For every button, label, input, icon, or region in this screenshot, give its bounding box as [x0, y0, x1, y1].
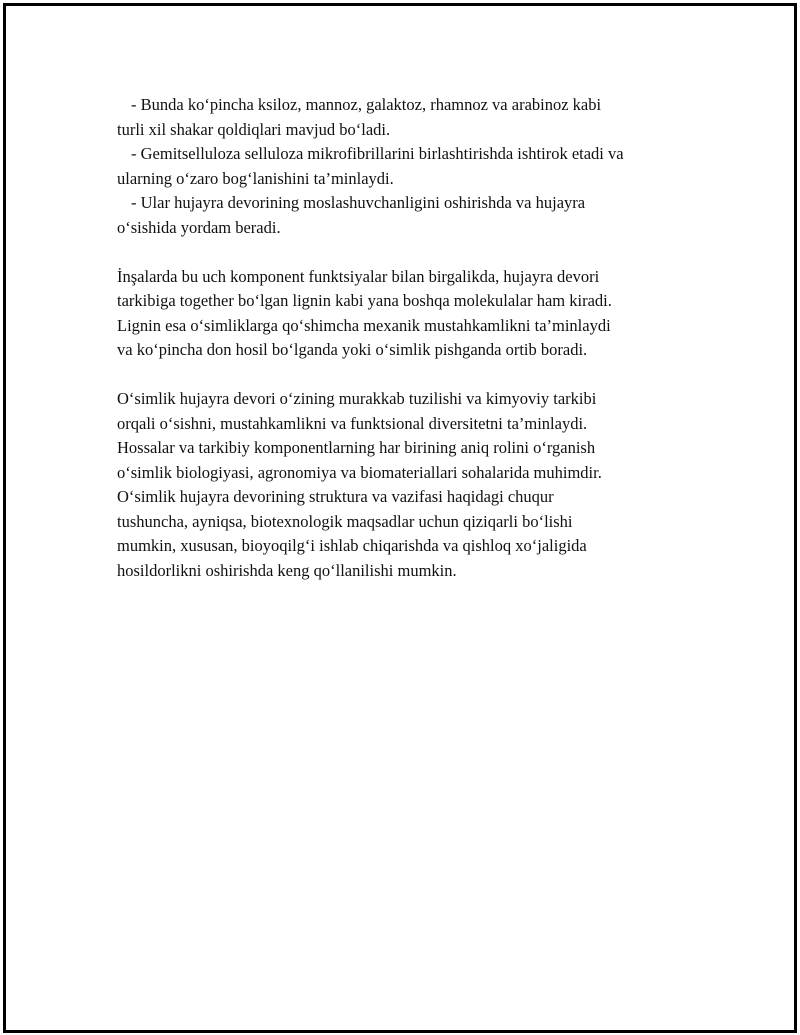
paragraph-line: o‘simlik biologiyasi, agronomiya va biomateriallari sohalarida muhimdir. — [117, 462, 602, 482]
bullet-item-2-line-2: ularning o‘zaro bog‘lanishini ta’minlaydi. — [117, 168, 394, 188]
bullet-item-2-line-1: - Gemitselluloza selluloza mikrofibrillarini birlashtirishda ishtirok etadi va — [131, 144, 624, 163]
document-body — [117, 93, 697, 583]
bullet-block — [117, 93, 697, 240]
bullet-item-1-line-2: turli xil shakar qoldiqlari mavjud bo‘ladi. — [117, 119, 391, 139]
paragraph-line: mumkin, xususan, bioyoqilg‘i ishlab chiqarishda va qishloq xo‘jaligida — [117, 536, 587, 555]
paragraph-lignin — [117, 265, 697, 363]
bullet-item-3-line-1: - Ular hujayra devorining moslashuvchanligini oshirishda va hujayra — [131, 193, 586, 212]
paragraph-line: orqali o‘sishni, mustahkamlikni va funktsional diversitetni ta’minlaydi. — [117, 413, 588, 433]
paragraph-line: Lignin esa o‘simliklarga qo‘shimcha mexanik mustahkamlikni ta’minlaydi — [117, 315, 611, 335]
paragraph-line: va ko‘pincha don hosil bo‘lganda yoki o‘simlik pishganda ortib boradi. — [117, 340, 588, 359]
paragraph-line: hosildorlikni oshirishda keng qo‘llanilishi mumkin. — [117, 560, 457, 580]
paragraph-line: tushuncha, ayniqsa, biotexnologik maqsadlar uchun qiziqarli bo‘lishi — [117, 511, 573, 531]
paragraph-line: O‘simlik hujayra devori o‘zining murakkab tuzilishi va kimyoviy tarkibi — [117, 389, 597, 408]
paragraph-conclusion — [117, 387, 697, 583]
paragraph-line: İnşalarda bu uch komponent funktsiyalar bilan birgalikda, hujayra devori — [117, 266, 600, 286]
bullet-item-3-line-2: o‘sishida yordam beradi. — [117, 217, 281, 237]
paragraph-line: O‘simlik hujayra devorining struktura va vazifasi haqidagi chuqur — [117, 487, 554, 506]
bullet-item-1-line-1: - Bunda ko‘pincha ksiloz, mannoz, galaktoz, rhamnoz va arabinoz kabi — [131, 95, 602, 114]
paragraph-line: Hossalar va tarkibiy komponentlarning har birining aniq rolini o‘rganish — [117, 438, 596, 457]
paragraph-line: tarkibiga together bo‘lgan lignin kabi yana boshqa molekulalar ham kiradi. — [117, 291, 612, 310]
